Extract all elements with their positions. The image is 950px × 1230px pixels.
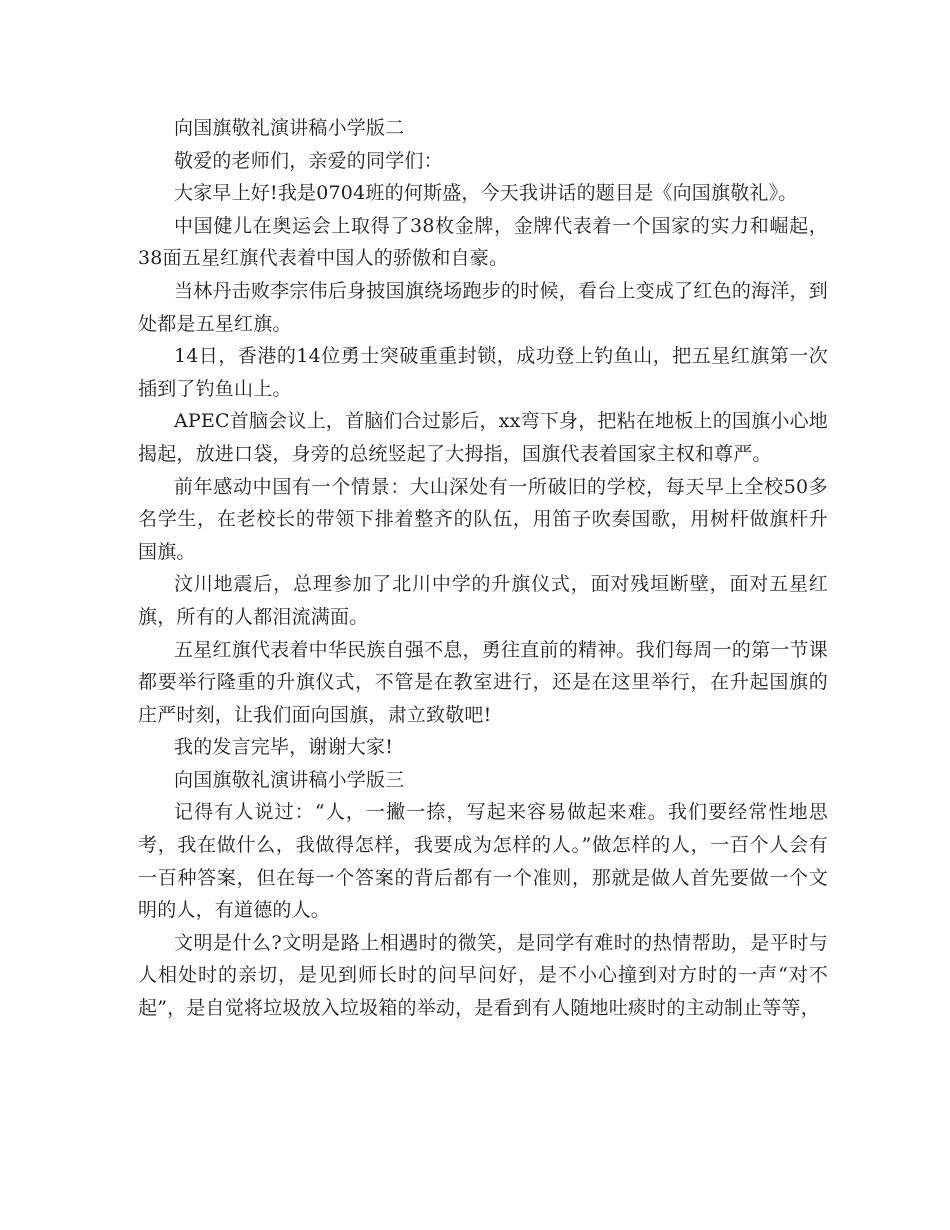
section-heading-3: 向国旗敬礼演讲稿小学版三: [174, 768, 405, 791]
paragraph: 当林丹击败李宗伟后身披国旗绕场跑步的时候，看台上变成了红色的海洋，到处都是五星红旗。: [138, 279, 828, 335]
paragraph: 14日，香港的14位勇士突破重重封锁，成功登上钓鱼山，把五星红旗第一次插到了钓鱼山上。: [138, 345, 828, 400]
section-heading-2: 向国旗敬礼演讲稿小学版二: [174, 117, 405, 139]
paragraph: APEC首脑会议上，首脑们合过影后，xx弯下身，把粘在地板上的国旗小心地揭起，放进口袋，身旁的总统竖起了大拇指，国旗代表着国家主权和尊严。: [138, 410, 828, 465]
document-body: [138, 112, 828, 1025]
paragraph: 文明是什么?文明是路上相遇时的微笑，是同学有难时的热情帮助，是平时与人相处时的亲切，是见到师长时的问早问好，是不小心撞到对方时的一声“对不起”，是自觉将垃圾放入垃圾箱的举动，是看到有人随地吐痰时的主动制止等等，: [138, 931, 828, 1020]
paragraph: 大家早上好!我是0704班的何斯盛，今天我讲话的题目是《向国旗敬礼》。: [174, 182, 798, 205]
paragraph: 五星红旗代表着中华民族自强不息，勇往直前的精神。我们每周一的第一节课都要举行隆重的升旗仪式，不管是在教室进行，还是在这里举行，在升起国旗的庄严时刻，让我们面向国旗，肃立致敬吧!: [138, 638, 828, 726]
closing-line: 我的发言完毕，谢谢大家!: [174, 736, 394, 759]
salutation: 敬爱的老师们，亲爱的同学们：: [174, 149, 443, 172]
paragraph: 中国健儿在奥运会上取得了38枚金牌，金牌代表着一个国家的实力和崛起，38面五星红旗代表着中国人的骄傲和自豪。: [138, 214, 828, 270]
paragraph: 记得有人说过：“人，一撇一捺，写起来容易做起来难。我们要经常性地思考，我在做什么，我做得怎样，我要成为怎样的人。”做怎样的人，一百个人会有一百种答案，但在每一个答案的背后都有一个准则，那就是做人首先要做一个文明的人，有道德的人。: [138, 801, 828, 922]
paragraph: 前年感动中国有一个情景：大山深处有一所破旧的学校，每天早上全校50多名学生，在老校长的带领下排着整齐的队伍，用笛子吹奏国歌，用树杆做旗杆升国旗。: [138, 475, 828, 563]
paragraph: 汶川地震后，总理参加了北川中学的升旗仪式，面对残垣断壁，面对五星红旗，所有的人都泪流满面。: [138, 573, 828, 628]
